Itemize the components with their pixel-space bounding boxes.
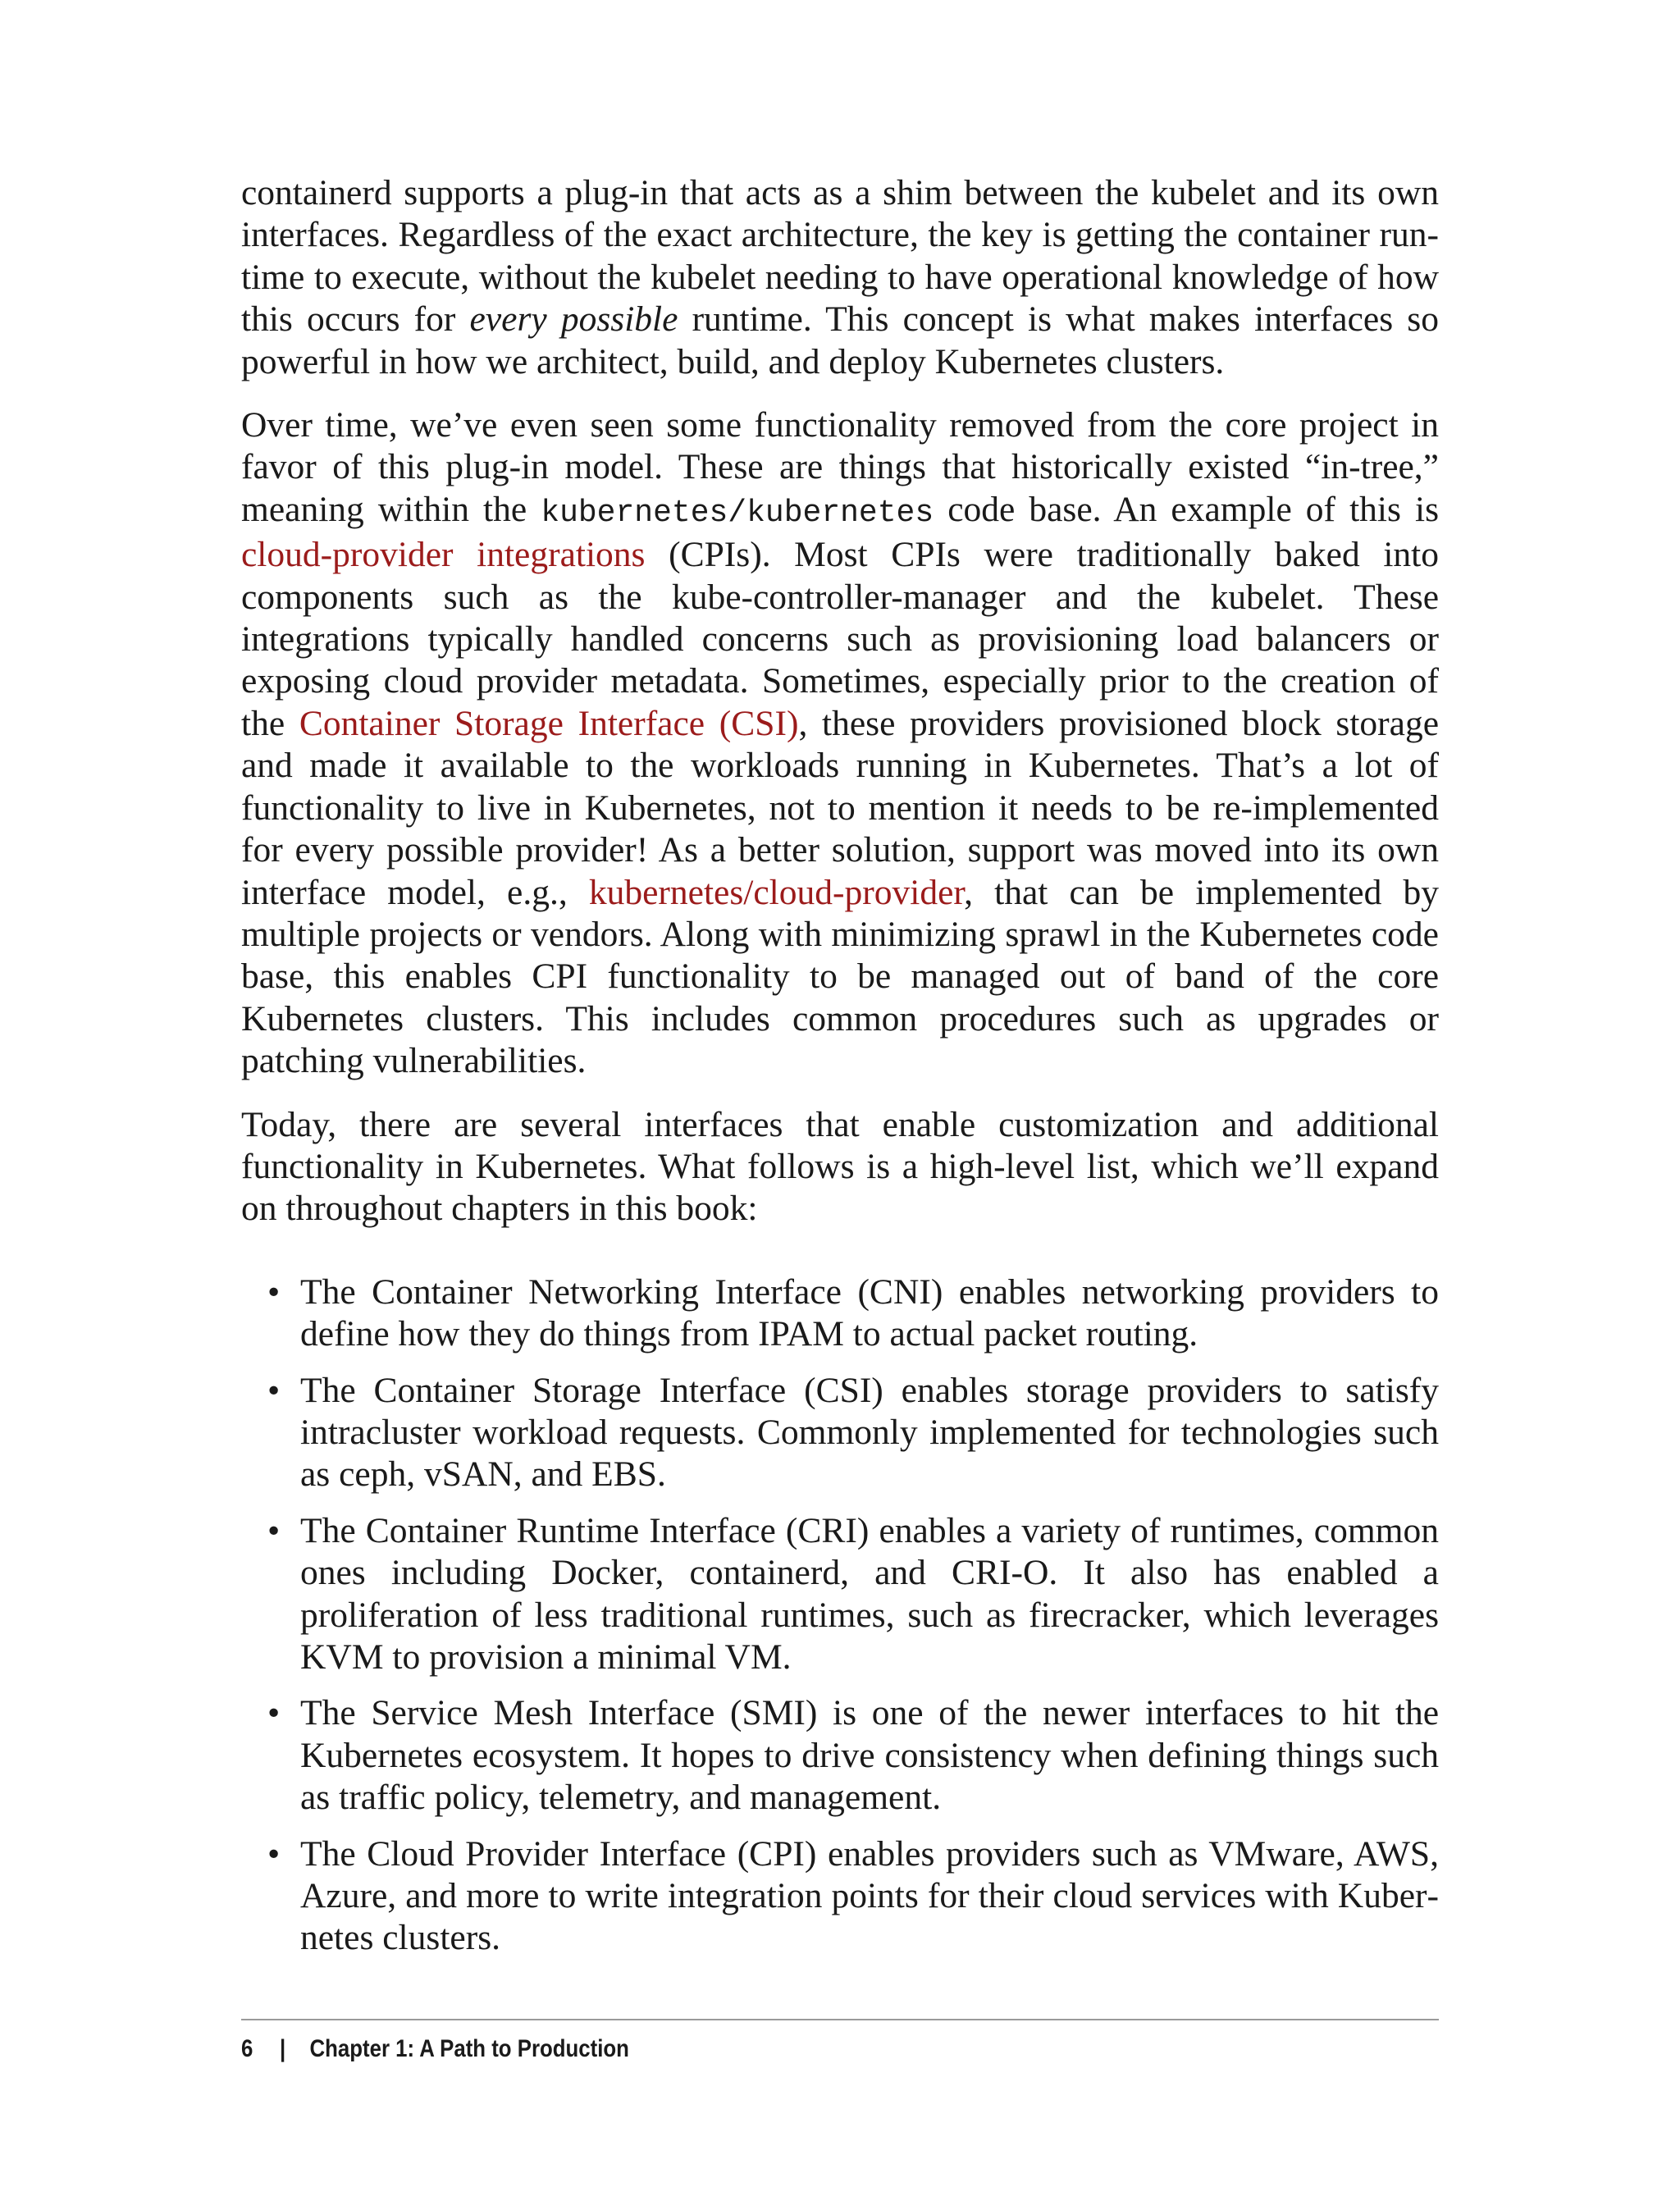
paragraph-2-text-d: , these providers provisioned block storage and made it available to the workloads running in Kubernetes. That’s a lot of functionality to live in Kubernetes, not to mention it needs to be re-implemented for every possible provider! As a better solution, support was moved into its own interface model, e.g., bbox=[241, 703, 1440, 912]
paragraph-2-text-e: , that can be implemented by multiple projects or vendors. Along with minimizing sprawl in the Kubernetes code base, this enables CPI functionality to be managed out of band of the core Kubernetes clusters. This includes common procedures such as upgrades or patching vulnerabilities. bbox=[241, 872, 1439, 1081]
paragraph-1 bbox=[241, 172, 1439, 383]
bullet-dot-icon: • bbox=[267, 1833, 281, 1874]
bullet-dot-icon: • bbox=[267, 1510, 281, 1550]
bullet-item-smi bbox=[241, 1692, 1439, 1819]
page-number: 6 bbox=[241, 2035, 253, 2062]
link-container-storage-interface[interactable]: Container Storage Interface (CSI) bbox=[299, 703, 799, 743]
page-footer bbox=[241, 2031, 629, 2067]
bullet-dot-icon: • bbox=[267, 1693, 281, 1733]
link-cloud-provider-integrations[interactable]: cloud-provider integrations bbox=[241, 535, 646, 575]
paragraph-1-emphasis: every possible bbox=[469, 299, 678, 340]
paragraph-1-text-a: containerd supports a plug-in that acts as a shim between the kubelet and its own interfaces. Regardless of the exact architecture, the key is getting the container runtime to execute, without the kubelet needing to have operational knowledge of how this occurs for bbox=[241, 173, 1439, 340]
bullet-item-cni bbox=[241, 1271, 1439, 1356]
bullet-text-csi: The Container Storage Interface (CSI) enables storage providers to satisfy intracluster workload requests. Commonly implemented for technologies such as ceph, vSAN, and EBS. bbox=[300, 1370, 1439, 1495]
bullet-dot-icon: • bbox=[267, 1370, 281, 1410]
bullet-text-cpi: The Cloud Provider Interface (CPI) enables providers such as VMware, AWS, Azure, and more to write integration points for their cloud services with Kubernetes clusters. bbox=[300, 1833, 1439, 1958]
paragraph-2-text-b: code base. An example of this is bbox=[934, 489, 1439, 529]
footer-separator: | bbox=[280, 2035, 286, 2062]
bullet-dot-icon: • bbox=[267, 1271, 281, 1312]
chapter-title: Chapter 1: A Path to Production bbox=[309, 2035, 629, 2062]
paragraph-3: Today, there are several interfaces that enable customization and additional functionality in Kubernetes. What follows is a high-level list, which we’ll expand on throughout chapters in this book: bbox=[241, 1104, 1439, 1229]
bullet-item-cri bbox=[241, 1510, 1439, 1679]
bullet-text-smi: The Service Mesh Interface (SMI) is one of the newer interfaces to hit the Kubernetes ecosystem. It hopes to drive consistency when defining things such as traffic policy, telemetry, and management. bbox=[300, 1693, 1439, 1818]
inline-code-kubernetes-repo: kubernetes/kubernetes bbox=[541, 495, 934, 531]
paragraph-2 bbox=[241, 404, 1439, 1083]
bullet-item-csi bbox=[241, 1370, 1439, 1496]
interfaces-bullet-list bbox=[241, 1271, 1439, 1960]
paragraph-1-text-b: runtime. This concept is what makes interfaces so powerful in how we architect, build, and deploy Kubernetes clusters. bbox=[241, 299, 1439, 381]
bullet-text-cni: The Container Networking Interface (CNI) enables networking providers to define how they do things from IPAM to actual packet routing. bbox=[300, 1271, 1439, 1354]
paragraph-2-text-c: (CPIs). Most CPIs were traditionally baked into components such as the kube-controller-manager and the kubelet. These integrations typically handled concerns such as provisioning load balancers or exposing cloud provider metadata. Sometimes, especially prior to the creation of the bbox=[241, 535, 1439, 743]
footer-divider bbox=[241, 2019, 1439, 2020]
paragraph-2-text-a: Over time, we’ve even seen some functionality removed from the core project in favor of this plug-in model. These are things that historically existed “in-tree,” meaning within the bbox=[241, 405, 1439, 529]
bullet-item-cpi bbox=[241, 1833, 1439, 1960]
bullet-text-cri: The Container Runtime Interface (CRI) enables a variety of runtimes, common ones including Docker, containerd, and CRI-O. It also has enabled a proliferation of less traditional runtimes, such as firecracker, which leverages KVM to provision a minimal VM. bbox=[300, 1510, 1439, 1677]
link-kubernetes-cloud-provider[interactable]: kubernetes/cloud-provider bbox=[588, 872, 965, 912]
page-body bbox=[241, 172, 1439, 1974]
